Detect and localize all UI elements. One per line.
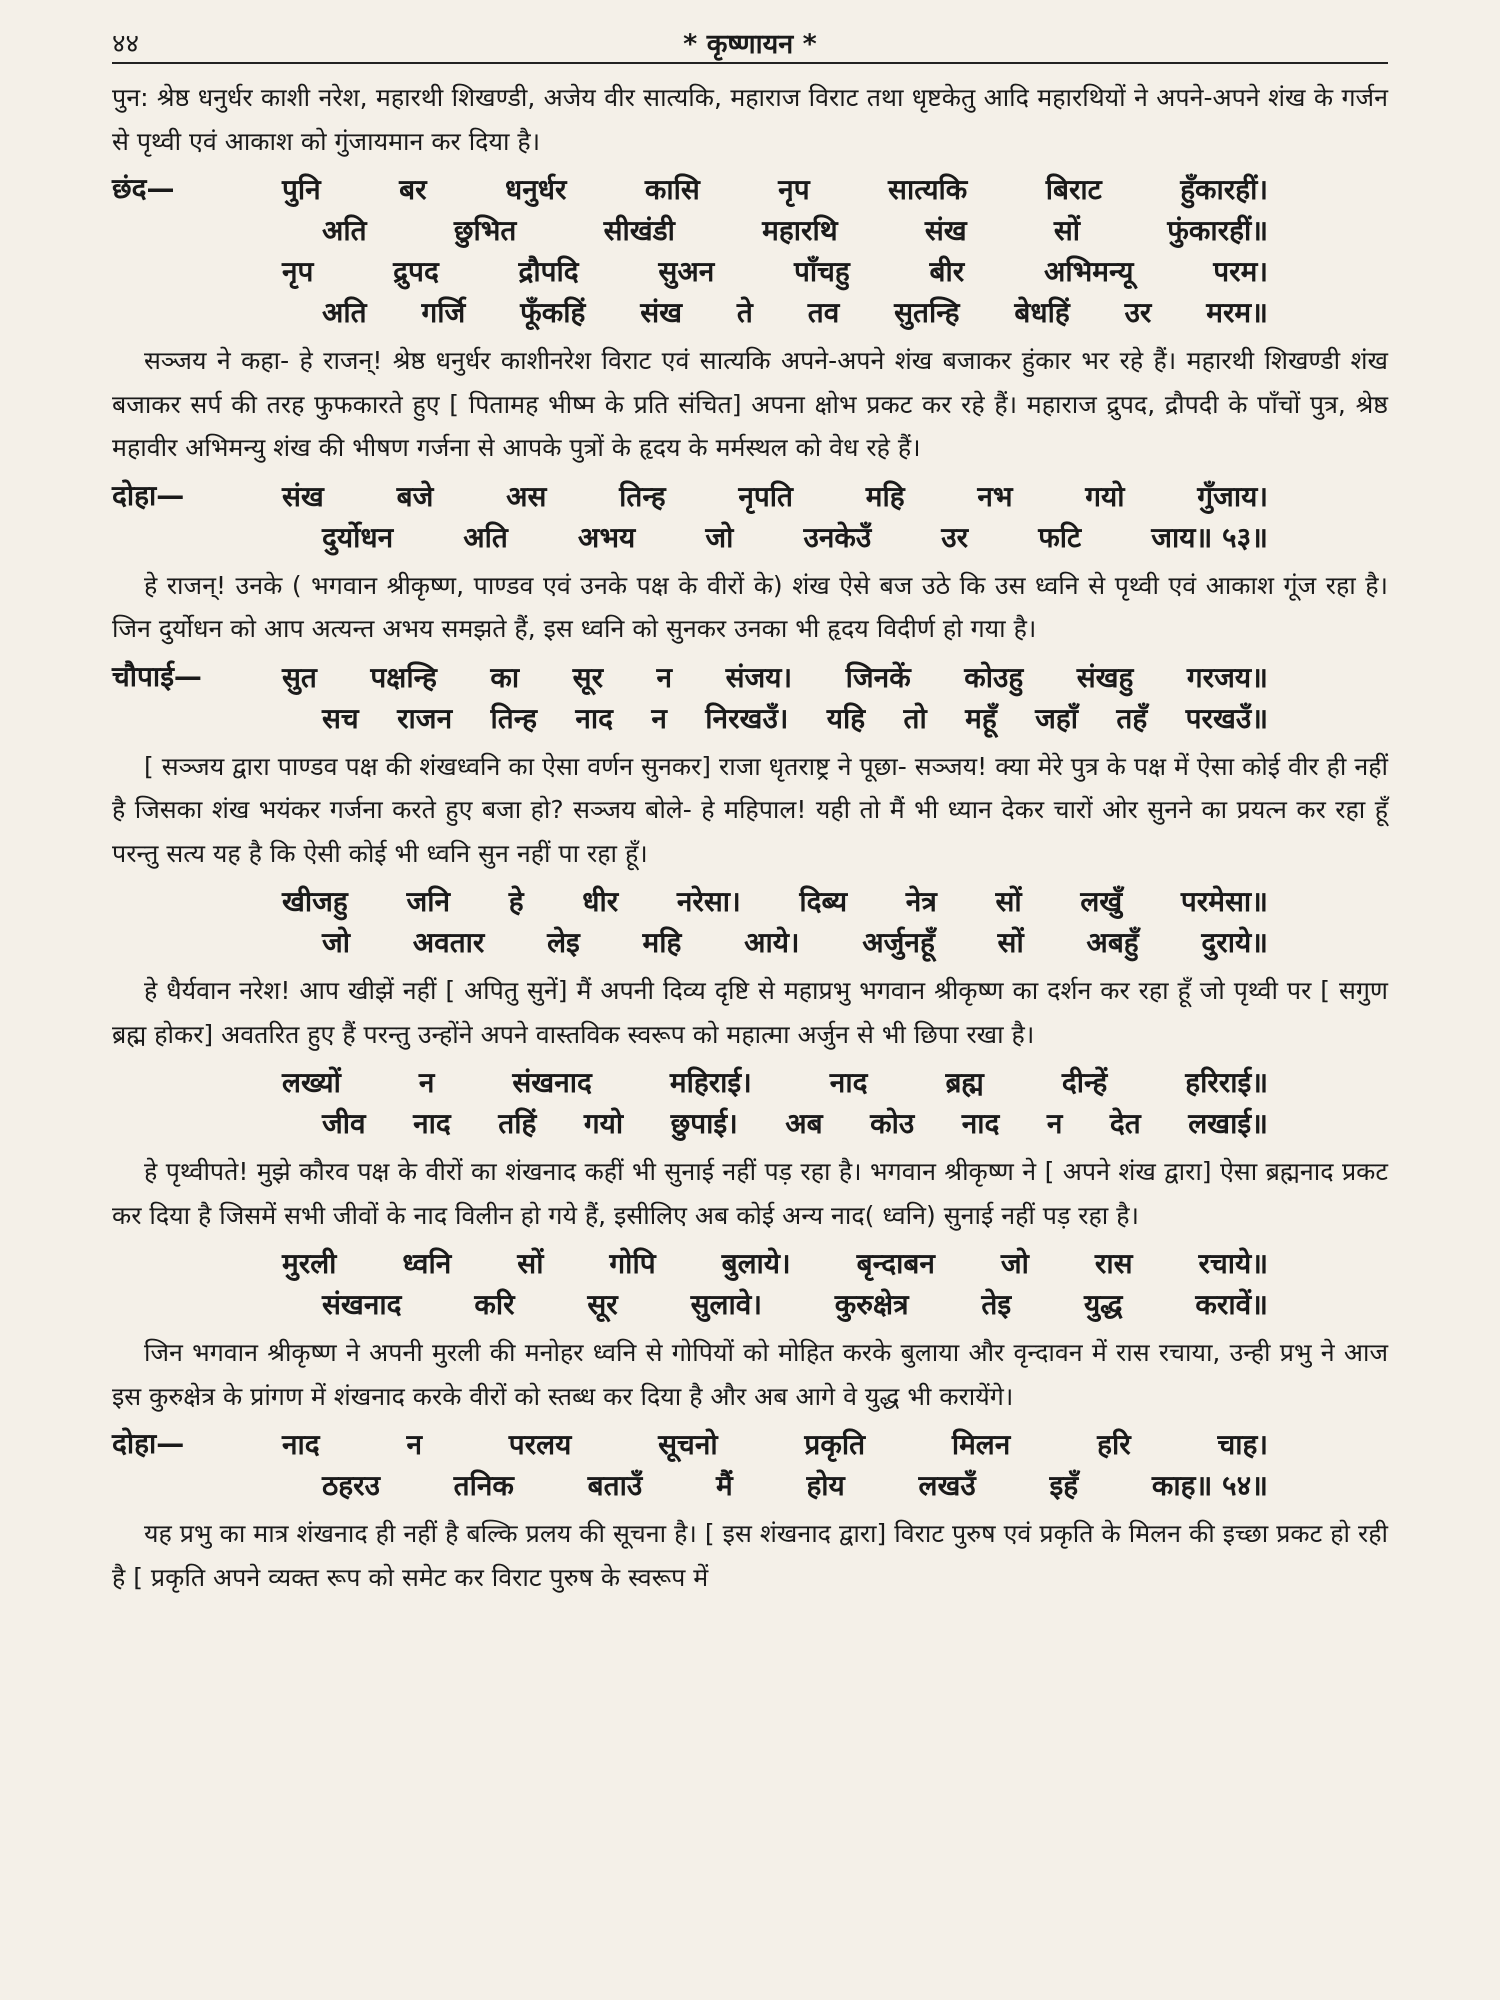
verse-word: नरेसा। [676,885,741,918]
verse-word: मिलन [951,1428,1011,1461]
page-header [112,18,1388,62]
verse-word: महारथि [762,214,838,247]
verse-word: इहँ [1049,1469,1079,1502]
verse-word: परलय [508,1428,572,1461]
verse-line [112,922,1388,963]
prose-paragraph: हे धैर्यवान नरेश! आप खीझें नहीं [ अपितु सुनें] मैं अपनी दिव्य दृष्टि से महाप्रभु भगवान श्रीकृष्ण का दर्शन कर रहा हूँ जो पृथ्वी पर [ सगुण ब्रह्म होकर] अवतरित हुए हैं परन्तु उन्होंने अपने वास्तविक स्वरूप को महात्मा अर्जुन से भी छिपा रखा है। [112,976,1388,1049]
verse-word: द्रौपदि [518,255,579,288]
verse-word: नभ [977,479,1013,513]
verse-word: बेधहिं [1014,296,1070,329]
verse-word: रचाये॥ [1198,1247,1268,1280]
verse-word: सुतन्हि [894,296,960,329]
prose-paragraph: पुन: श्रेष्ठ धनुर्धर काशी नरेश, महारथी शिखण्डी, अजेय वीर सात्यकि, महाराज विराट तथा धृष्टकेतु आदि महारथियों ने अपने-अपने शंख के गर्जन से पृथ्वी एवं आकाश को गुंजायमान कर दिया है। [112,83,1388,156]
verse-word: न [1046,1107,1063,1140]
verse-word: हरि [1097,1428,1131,1461]
verse-label: चौपाई— [112,659,202,693]
verse-word: संख [924,214,967,247]
verse-word: करि [474,1288,515,1321]
verse-line [112,476,1388,517]
verse-line [112,1284,1388,1325]
verse-word: नाद [575,701,613,735]
verse-word: मरम॥ [1206,296,1268,329]
verse-line [112,1062,1388,1103]
verse-word: महि [642,926,682,959]
verse-word: बुलाये। [721,1247,791,1280]
verse-word: देत [1109,1107,1141,1140]
verse-word: लेइ [547,926,580,959]
verse-word: उनकेउँ [803,520,872,554]
verse-word: अर्जुनहूँ [862,926,935,959]
verse-word: बृन्दाबन [856,1247,935,1280]
prose-paragraph: हे राजन्! उनके ( भगवान श्रीकृष्ण, पाण्डव एवं उनके पक्ष के वीरों के) शंख ऐसे बज उठे कि उस ध्वनि से पृथ्वी एवं आकाश गूंज रहा है। जिन दुर्योधन को आप अत्यन्त अभय समझते हैं, इस ध्वनि को सुनकर उनका भी हृदय विदीर्ण हो गया है। [112,570,1388,643]
verse-word: लखउँ [918,1469,976,1502]
verse-word: फटि [1038,520,1082,554]
verse-word: नृप [282,255,314,288]
verse-word: कोउ [870,1107,915,1140]
verse-word: अब [785,1107,823,1140]
verse-word: सुत [282,660,317,694]
verse-word: धीर [582,885,619,918]
verse-word: बीर [929,255,965,288]
verse-word: होय [806,1469,845,1502]
verse-word: बजे [396,479,434,513]
verse-word: तनिक [453,1469,514,1502]
prose-paragraph: यह प्रभु का मात्र शंखनाद ही नहीं है बल्कि प्रलय की सूचना है। [ इस शंखनाद द्वारा] विराट पुरुष एवं प्रकृति के मिलन की इच्छा प्रकट हो रही है [ प्रकृति अपने व्यक्त रूप को समेट कर विराट पुरुष के स्वरूप में [112,1519,1388,1592]
verse-word: संख [640,296,683,329]
verse-line [112,698,1388,739]
verse-word: जो [1000,1247,1029,1280]
verse-word: सीखंडी [603,214,675,247]
verse-word: न [656,660,673,694]
verse-word: अति [322,296,367,329]
verse-block [112,1424,1388,1506]
verse-word: धनुर्धर [504,173,567,206]
verse-line [112,1243,1388,1284]
verse-word: कुरुक्षेत्र [834,1288,909,1321]
verse-word: गरजय॥ [1186,660,1268,694]
page-body [112,76,1388,1599]
verse-word: जो [322,926,351,959]
page-number: ४४ [112,29,140,59]
verse-line [112,1465,1388,1506]
verse-word: सों [517,1247,544,1280]
verse-word: उर [1124,296,1152,329]
verse-word: मैं [715,1469,733,1502]
verse-word: पक्षन्हि [370,660,437,694]
prose-paragraph: [ सञ्जय द्वारा पाण्डव पक्ष की शंखध्वनि का ऐसा वर्णन सुनकर] राजा धृतराष्ट्र ने पूछा- सञ्जय! क्या मेरे पुत्र के पक्ष में ऐसा कोई वीर ही नहीं है जिसका शंख भयंकर गर्जना करते हुए बजा हो? सञ्जय बोले- हे महिपाल! यही तो मैं भी ध्यान देकर चारों ओर सुनने का प्रयत्न कर रहा हूँ परन्तु सत्य यह है कि ऐसी कोई भी ध्वनि सुन नहीं पा रहा हूँ। [112,751,1388,868]
verse-word: युद्ध [1083,1288,1123,1321]
verse-word: छुपाई। [670,1107,738,1140]
verse-word: रास [1094,1247,1133,1280]
verse-word: नृप [778,173,810,206]
verse-word: तेइ [981,1288,1012,1321]
verse-line [112,169,1388,210]
verse-word: बिराट [1045,173,1102,206]
verse-word: संख [282,479,324,513]
verse-word: यहि [826,701,866,735]
verse-word: पुनि [282,173,321,206]
verse-word: गोपि [609,1247,656,1280]
verse-word: दीन्हें [1061,1066,1108,1099]
header-rule [112,62,1388,64]
verse-word: जो [705,520,734,554]
verse-block [112,1243,1388,1325]
verse-word: छुभित [453,214,517,247]
verse-word: सुलावे। [690,1288,762,1321]
verse-word: सों [997,926,1024,959]
verse-block [112,1062,1388,1144]
prose-paragraph: हे पृथ्वीपते! मुझे कौरव पक्ष के वीरों का शंखनाद कहीं भी सुनाई नहीं पड़ रहा है। भगवान श्रीकृष्ण ने [ अपने शंख द्वारा] ऐसा ब्रह्मनाद प्रकट कर दिया है जिसमें सभी जीवों के नाद विलीन हो गये हैं, इसीलिए अब कोई अन्य नाद( ध्वनि) सुनाई नहीं पड़ रहा है। [112,1157,1388,1230]
verse-word: जिनकें [845,660,911,694]
verse-word: महिराई। [669,1066,752,1099]
verse-word: हे [508,885,524,918]
verse-word: संजय। [725,660,793,694]
verse-word: गयो [583,1107,624,1140]
verse-word: महूँ [965,701,997,735]
verse-word: जाय॥ ५३॥ [1151,520,1268,554]
verse-line [112,1424,1388,1465]
verse-block [112,657,1388,739]
verse-word: ध्वनि [402,1247,452,1280]
verse-word: तहँ [1116,701,1148,735]
verse-word: कासि [644,173,700,206]
verse-word: जीव [322,1107,366,1140]
verse-line [112,1103,1388,1144]
running-title: * कृष्णायन * [683,29,817,60]
verse-word: तहिं [498,1107,537,1140]
verse-word: फूँकहिं [520,296,586,329]
verse-word: ते [736,296,753,329]
verse-word: जनि [406,885,451,918]
verse-word: न [651,701,667,735]
verse-word: अति [322,214,367,247]
verse-word: नेत्र [905,885,937,918]
verse-word: महि [865,479,905,513]
verse-word: तिन्ह [619,479,666,513]
prose-paragraph: जिन भगवान श्रीकृष्ण ने अपनी मुरली की मनोहर ध्वनि से गोपियों को मोहित करके बुलाया और वृन्दावन में रास रचाया, उन्ही प्रभु ने आज इस कुरुक्षेत्र के प्रांगण में शंखनाद करके वीरों को स्तब्ध कर दिया है और अब आगे वे युद्ध भी करायेंगे। [112,1338,1388,1411]
verse-line [112,657,1388,698]
verse-word: संखनाद [512,1066,592,1099]
verse-label: दोहा— [112,478,185,512]
verse-block [112,169,1388,333]
verse-word: बताउँ [587,1469,643,1502]
verse-word: द्रुपद [393,255,439,288]
verse-word: करावें॥ [1195,1288,1268,1321]
verse-word: परखउँ॥ [1185,701,1268,735]
prose-paragraph: सञ्जय ने कहा- हे राजन्! श्रेष्ठ धनुर्धर काशीनरेश विराट एवं सात्यकि अपने-अपने शंख बजाकर हुंकार भर रहे हैं। महारथी शिखण्डी शंख बजाकर सर्प की तरह फुफकारते हुए [ पितामह भीष्म के प्रति संचित] अपना क्षोभ प्रकट कर रहे हैं। महाराज द्रुपद, द्रौपदी के पाँचों पुत्र, श्रेष्ठ महावीर अभिमन्यु शंख की भीषण गर्जना से आपके पुत्रों के हृदय के मर्मस्थल को वेध रहे हैं। [112,346,1388,462]
verse-word: अबहुँ [1086,926,1139,959]
verse-word: लख्यों [282,1066,341,1099]
verse-word: का [490,660,520,694]
verse-word: सूर [587,1288,618,1321]
verse-word: संखनाद [322,1288,402,1321]
verse-word: नाद [829,1066,868,1099]
verse-word: सों [1053,214,1081,247]
verse-word: चाह। [1217,1428,1268,1461]
verse-label: छंद— [112,172,175,205]
verse-word: नाद [961,1107,1000,1140]
verse-word: दुर्योधन [322,520,394,554]
verse-word: गर्जि [421,296,466,329]
verse-word: सात्यकि [888,173,968,206]
verse-word: मुरली [282,1247,337,1280]
verse-word: राजन [397,701,453,735]
verse-word: दुराये॥ [1201,926,1268,959]
verse-word: दिब्य [799,885,848,918]
verse-word: कोउहु [964,660,1024,694]
verse-word: पाँचहु [794,255,850,288]
verse-word: हरिराई॥ [1185,1066,1268,1099]
verse-line [112,517,1388,558]
verse-word: तिन्ह [490,701,537,735]
verse-word: सूचनो [658,1428,718,1461]
verse-word: गयो [1085,479,1125,513]
verse-word: अभय [577,520,636,554]
verse-word: हुँकारहीं। [1180,173,1268,206]
verse-word: सूर [572,660,604,694]
verse-word: संखहु [1076,660,1134,694]
verse-word: अवतार [412,926,485,959]
verse-word: लखुँ [1080,885,1123,918]
verse-word: न [406,1428,422,1461]
verse-block [112,881,1388,963]
verse-line [112,881,1388,922]
verse-word: अभिमन्यू [1043,255,1134,288]
verse-word: आये। [744,926,800,959]
verse-word: सुअन [658,255,715,288]
verse-word: ब्रह्म [945,1066,984,1099]
verse-word: काह॥ ५४॥ [1151,1469,1268,1502]
verse-label: दोहा— [112,1427,185,1460]
verse-word: परमेसा॥ [1180,885,1268,918]
verse-word: सों [995,885,1022,918]
verse-line [112,251,1388,292]
verse-word: अति [463,520,508,554]
verse-word: नृपति [738,479,793,513]
verse-word: सच [322,701,359,735]
verse-word: तो [903,701,927,735]
verse-word: निरखउँ। [705,701,789,735]
verse-word: ठहरउ [322,1469,380,1502]
verse-word: जहाँ [1035,701,1079,735]
verse-line [112,292,1388,333]
verse-word: लखाई॥ [1188,1107,1268,1140]
verse-word: गुँजाय। [1197,479,1268,513]
verse-word: खीजहु [282,885,348,918]
verse-word: फुंकारहीं॥ [1167,214,1268,247]
verse-word: अस [506,479,547,513]
verse-word: तव [807,296,840,329]
verse-word: परम। [1213,255,1268,288]
verse-line [112,210,1388,251]
verse-word: उर [941,520,969,554]
verse-word: बर [399,173,427,206]
verse-word: न [418,1066,435,1099]
verse-block [112,476,1388,558]
verse-word: नाद [413,1107,451,1140]
verse-word: नाद [282,1428,320,1461]
verse-word: प्रकृति [804,1428,866,1461]
